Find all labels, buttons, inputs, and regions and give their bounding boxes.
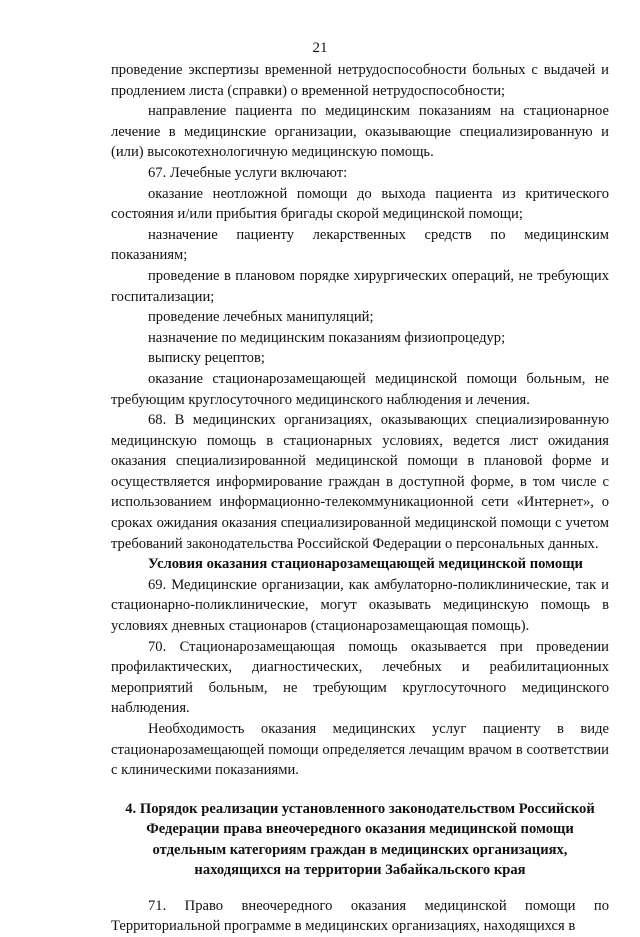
paragraph: выписку рецептов; [148, 350, 265, 367]
body-text [111, 60, 609, 937]
paragraph: проведение в плановом порядке хирургических операций, не требующих госпитализации; [111, 267, 609, 305]
paragraph: 68. В медицинских организациях, оказывающих специализированную медицинскую помощь в стационарных условиях, ведется лист ожидания оказания специализированной медицинской помощи в плановой форме и осуществляется информирование граждан в доступной форме, в том числе с использованием информационно-телекоммуникационной сети «Интернет», о сроках ожидания оказания специализированной медицинской помощи с учетом требований законодательства Российской Федерации о персональных данных. [111, 412, 609, 552]
chapter-heading-line: находящихся на территории Забайкальского края [194, 862, 526, 879]
paragraph: назначение по медицинским показаниям физиопроцедур; [148, 329, 506, 346]
paragraph: 70. Стационарозамещающая помощь оказывается при проведении профилактических, диагностических, лечебных и реабилитационных мероприятий больным, не требующим круглосуточного медицинского наблюдения. [111, 638, 609, 717]
paragraph: оказание неотложной помощи до выхода пациента из критического состояния и/или прибытия бригады скорой медицинской помощи; [111, 185, 609, 223]
page-number: 21 [312, 40, 328, 56]
paragraph: проведение экспертизы временной нетрудоспособности больных с выдачей и продлением листа (справки) о временной нетрудоспособности; [111, 62, 609, 99]
section-title: Условия оказания стационарозамещающей медицинской помощи [148, 556, 583, 573]
paragraph: назначение пациенту лекарственных средств по медицинским показаниям; [111, 226, 609, 264]
chapter-heading-line: отдельным категориям граждан в медицинских организациях, [152, 841, 568, 858]
chapter-heading [111, 799, 609, 881]
paragraph: оказание стационарозамещающей медицинской помощи больным, не требующим круглосуточного медицинского наблюдения и лечения. [111, 370, 609, 408]
paragraph: Необходимость оказания медицинских услуг пациенту в виде стационарозамещающей помощи определяется лечащим врачом в соответствии с клиническими показаниями. [111, 721, 609, 779]
paragraph: 67. Лечебные услуги включают: [148, 164, 348, 181]
paragraph: 69. Медицинские организации, как амбулаторно-поликлинические, так и стационарно-поликлинические, могут оказывать медицинскую помощь в условиях дневных стационаров (стационарозамещающая помощь). [111, 576, 609, 635]
paragraph: проведение лечебных манипуляций; [148, 309, 374, 326]
chapter-heading-line: Федерации права внеочередного оказания медицинской помощи [146, 821, 574, 838]
chapter-heading-line: 4. Порядок реализации установленного законодательством Российской [125, 800, 595, 817]
paragraph: направление пациента по медицинским показаниям на стационарное лечение в медицинские организации, оказывающие специализированную и (или) высокотехнологичную медицинскую помощь. [111, 103, 609, 161]
paragraph: 71. Право внеочередного оказания медицинской помощи по Территориальной программе в медицинских организациях, находящихся в [111, 897, 609, 935]
